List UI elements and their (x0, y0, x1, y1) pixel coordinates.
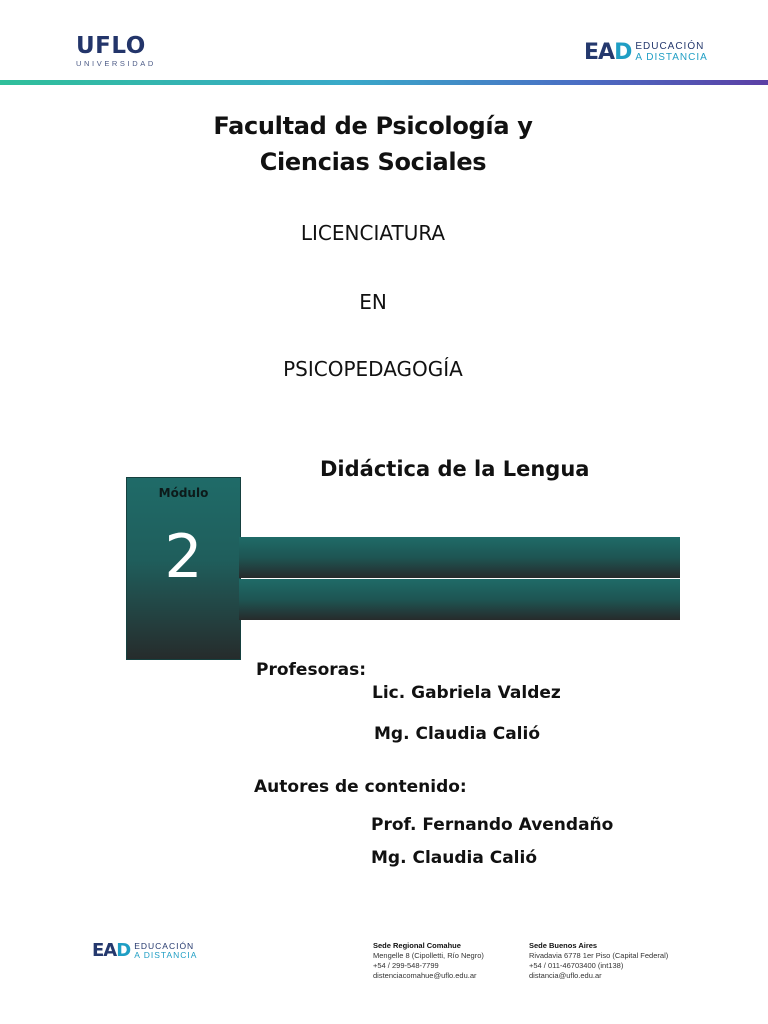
professors-heading: Profesoras: (256, 660, 367, 680)
professor-name-1: Lic. Gabriela Valdez (372, 683, 561, 703)
module-band-bottom (239, 579, 680, 620)
ead-logo-line1: EDUCACIÓN (635, 41, 705, 52)
ead-logo-header (584, 40, 708, 65)
ead-footer-logo-line1: EDUCACIÓN (134, 940, 195, 951)
sede-comahue-phone: +54 / 299-548-7799 (373, 961, 439, 970)
faculty-title (0, 108, 746, 180)
sede-baires-phone: +54 / 011-46703400 (int138) (529, 961, 624, 970)
ead-logo-line2: A DISTANCIA (635, 52, 708, 63)
uflo-logo-name: UFLO (76, 33, 146, 59)
ead-footer-logo-line2: A DISTANCIA (134, 950, 198, 960)
sede-comahue-title: Sede Regional Comahue (373, 941, 461, 950)
ead-logo-mark: EAD (584, 40, 632, 65)
sede-baires-email: distancia@uflo.edu.ar (529, 971, 602, 980)
module-number: 2 (164, 522, 203, 592)
author-name-1: Prof. Fernando Avendaño (371, 815, 614, 835)
sede-baires-title: Sede Buenos Aires (529, 941, 598, 950)
sede-baires-address: Rivadavia 6778 1er Piso (Capital Federal) (529, 951, 669, 960)
faculty-title-line1: Facultad de Psicología y (213, 112, 533, 140)
course-title: Didáctica de la Lengua (320, 457, 590, 481)
ead-logo-text (635, 42, 708, 63)
faculty-title-line2: Ciencias Sociales (259, 148, 487, 176)
author-name-2: Mg. Claudia Calió (371, 848, 538, 868)
module-band-top (239, 537, 680, 578)
degree-line1: LICENCIATURA (300, 221, 446, 245)
authors-heading: Autores de contenido: (254, 777, 467, 797)
ead-footer-logo-text (134, 942, 197, 960)
uflo-logo-subtitle: UNIVERSIDAD (76, 59, 156, 68)
sede-comahue-email: distenciacomahue@uflo.edu.ar (373, 971, 477, 980)
degree-line2: EN (359, 290, 387, 314)
ead-footer-logo-mark: EAD (92, 940, 131, 961)
module-label: Módulo (158, 486, 209, 500)
header-divider (0, 80, 768, 85)
footer-sede-baires (529, 941, 668, 981)
professor-name-2: Mg. Claudia Calió (374, 724, 541, 744)
footer-sede-comahue (373, 941, 484, 981)
module-badge (126, 477, 241, 660)
uflo-logo (76, 34, 156, 68)
ead-logo-footer (92, 940, 197, 961)
sede-comahue-address: Mengelle 8 (Cipolletti, Río Negro) (373, 951, 484, 960)
degree-line3: PSICOPEDAGOGÍA (283, 357, 463, 381)
